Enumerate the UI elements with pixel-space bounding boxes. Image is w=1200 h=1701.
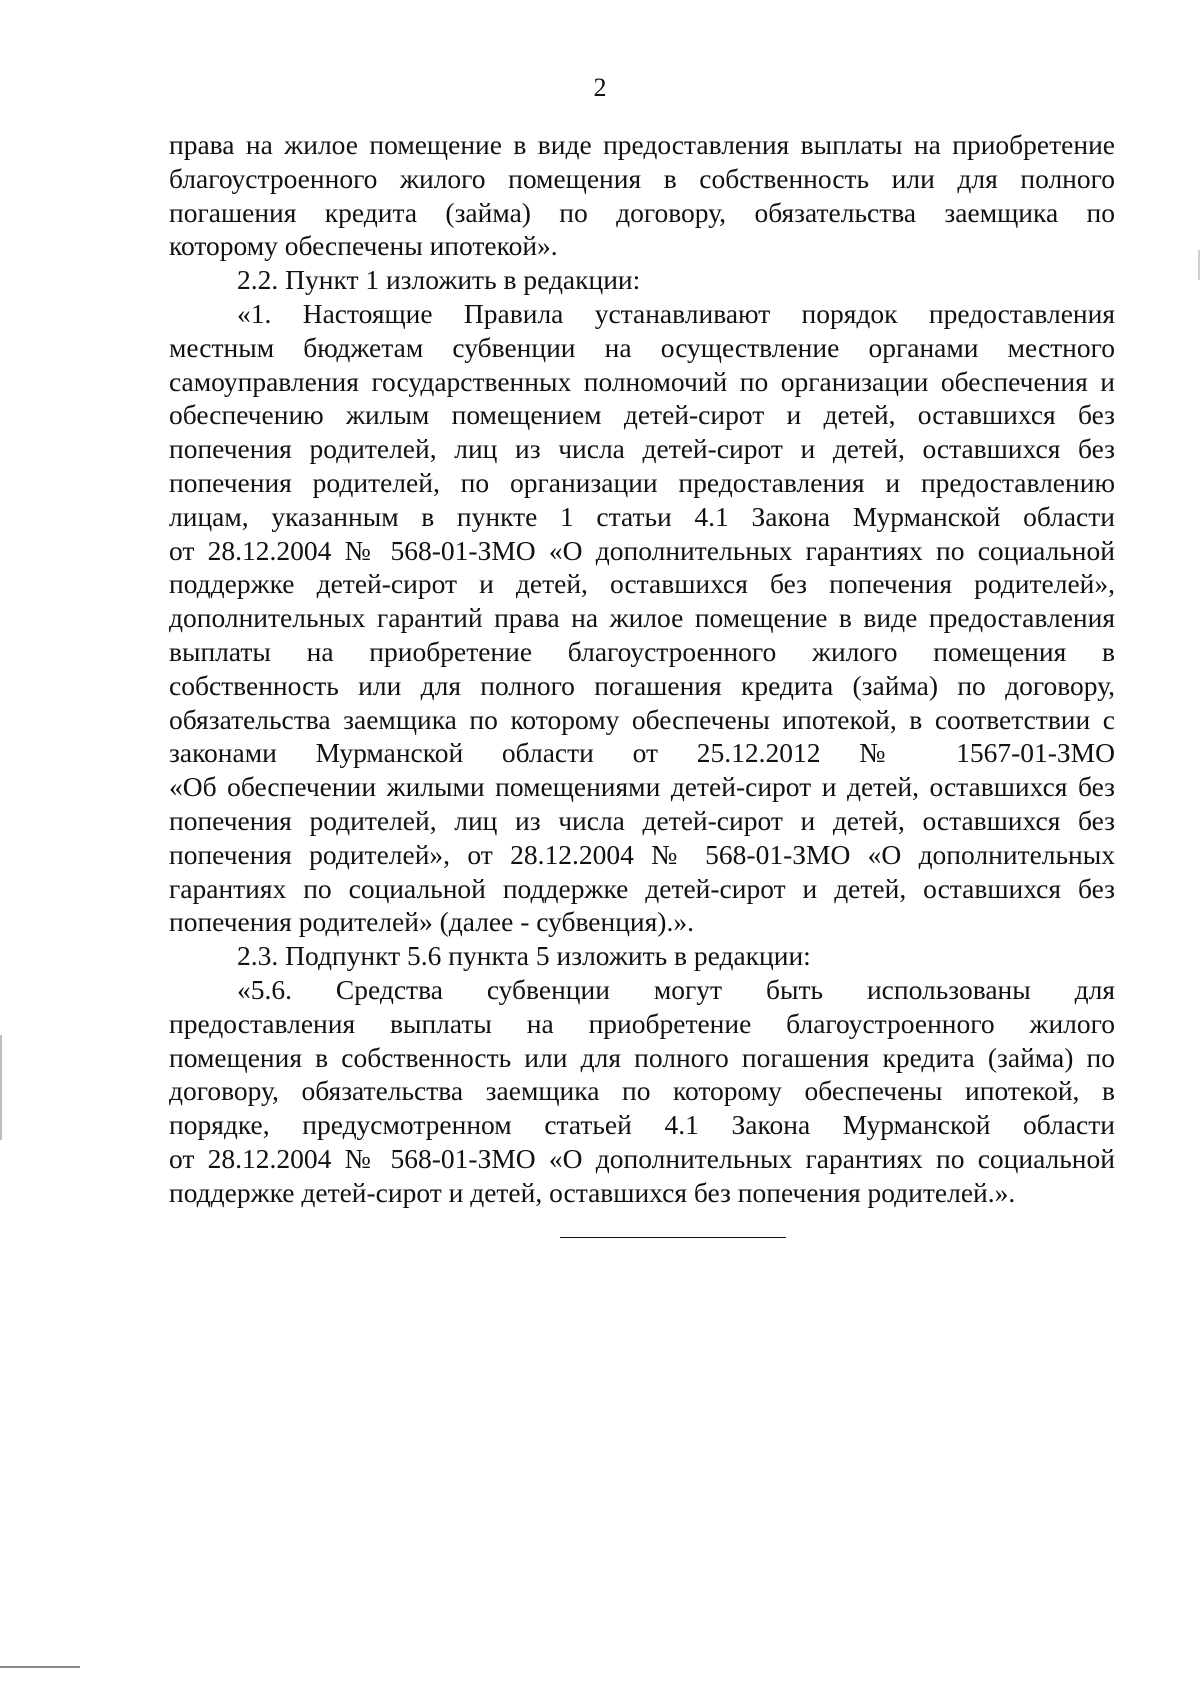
text-line: местным бюджетам субвенции на осуществление органами местного: [169, 331, 1115, 363]
text-line: погашения кредита (займа) по договору, обязательства заемщика по: [169, 196, 1115, 228]
scan-edge-mark: [0, 1666, 80, 1668]
text-line: попечения родителей, лиц из числа детей-сирот и детей, оставшихся без: [169, 433, 1115, 465]
text-line: благоустроенного жилого помещения в собственность или для полного: [169, 162, 1115, 194]
text-line: попечения родителей», от 28.12.2004 № 568-01-ЗМО «О дополнительных: [169, 838, 1115, 870]
text-line: законами Мурманской области от 25.12.2012 № 1567-01-ЗМО: [169, 737, 1115, 769]
text-line: самоуправления государственных полномочий по организации обеспечения и: [169, 365, 1115, 397]
text-line: поддержке детей-сирот и детей, оставшихся без попечения родителей»,: [169, 568, 1115, 600]
text-line: дополнительных гарантий права на жилое помещение в виде предоставления: [169, 602, 1115, 634]
text-line: права на жилое помещение в виде предоставления выплаты на приобретение: [169, 129, 1115, 160]
text-line: «5.6. Средства субвенции могут быть использованы для: [237, 973, 1115, 1005]
text-line: от 28.12.2004 № 568-01-ЗМО «О дополнительных гарантиях по социальной: [169, 1142, 1115, 1174]
text-line: договору, обязательства заемщика по которому обеспечены ипотекой, в: [169, 1075, 1115, 1107]
text-line: лицам, указанным в пункте 1 статьи 4.1 Закона Мурманской области: [169, 500, 1115, 532]
text-line: от 28.12.2004 № 568-01-ЗМО «О дополнительных гарантиях по социальной: [169, 534, 1115, 566]
section-heading-2-2: 2.2. Пункт 1 изложить в редакции:: [237, 264, 641, 296]
text-line: попечения родителей, лиц из числа детей-сирот и детей, оставшихся без: [169, 804, 1115, 836]
closing-divider: [560, 1237, 786, 1238]
section-heading-2-3: 2.3. Подпункт 5.6 пункта 5 изложить в редакции:: [237, 940, 811, 972]
text-line: собственность или для полного погашения кредита (займа) по договору,: [169, 669, 1115, 701]
document-body: [169, 128, 1115, 1210]
text-line: обязательства заемщика по которому обеспечены ипотекой, в соответствии с: [169, 703, 1115, 735]
text-line: предоставления выплаты на приобретение благоустроенного жилого: [169, 1007, 1115, 1039]
text-line: обеспечению жилым помещением детей-сирот и детей, оставшихся без: [169, 399, 1115, 431]
text-line: попечения родителей» (далее - субвенция).».: [169, 906, 694, 938]
scan-edge-mark: [0, 1035, 2, 1140]
page-number: 2: [593, 73, 607, 102]
text-line: попечения родителей, по организации предоставления и предоставлению: [169, 466, 1115, 498]
text-line: «Об обеспечении жилыми помещениями детей-сирот и детей, оставшихся без: [169, 771, 1115, 803]
text-line: гарантиях по социальной поддержке детей-сирот и детей, оставшихся без: [169, 872, 1115, 904]
text-line: поддержке детей-сирот и детей, оставшихся без попечения родителей.».: [169, 1176, 1016, 1208]
text-line: «1. Настоящие Правила устанавливают порядок предоставления: [237, 297, 1115, 329]
text-line: помещения в собственность или для полного погашения кредита (займа) по: [169, 1041, 1115, 1073]
text-line: выплаты на приобретение благоустроенного жилого помещения в: [169, 635, 1115, 667]
text-line: которому обеспечены ипотекой».: [169, 230, 558, 262]
text-line: порядке, предусмотренном статьей 4.1 Закона Мурманской области: [169, 1109, 1115, 1141]
